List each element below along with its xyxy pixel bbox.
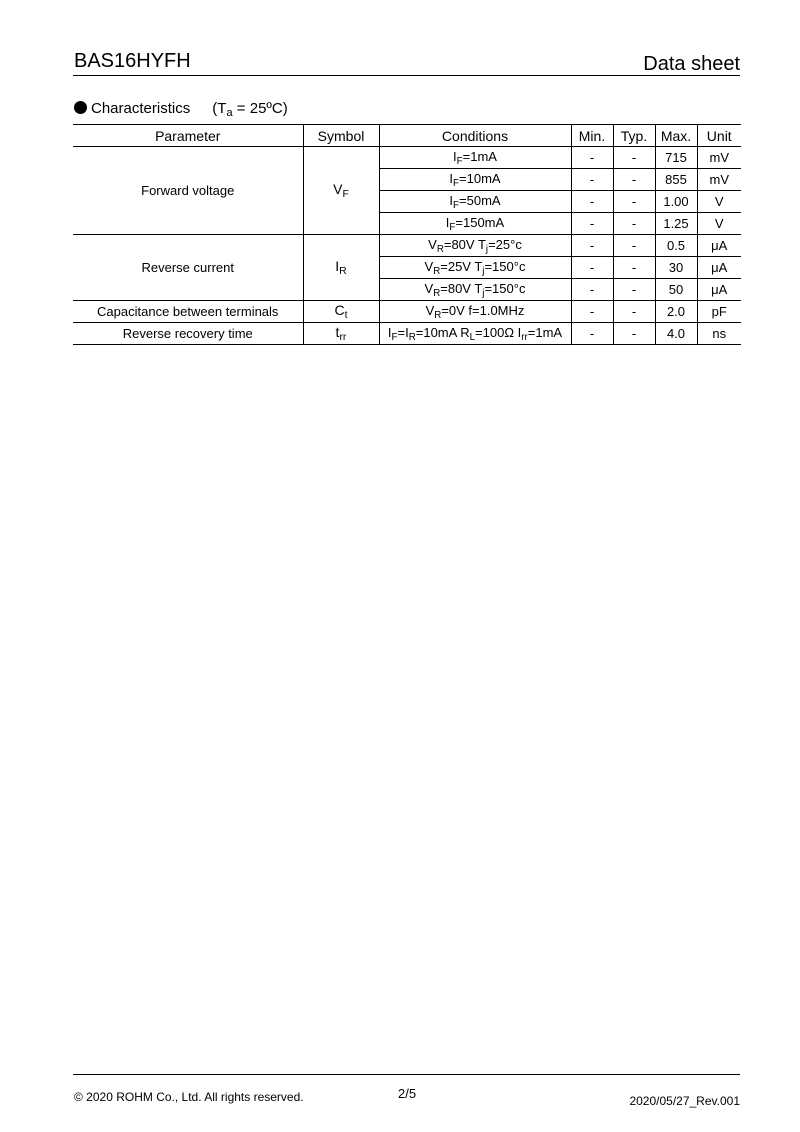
table-row — [73, 147, 741, 169]
condition-cell: $I_F=50mA$ — [379, 191, 571, 213]
table-header-row — [73, 125, 741, 147]
header-typ: Typ. — [613, 125, 655, 147]
min-cell: - — [571, 169, 613, 191]
symbol-ir: $I_R$ — [303, 235, 379, 301]
max-cell: 1.00 — [655, 191, 697, 213]
max-cell: 2.0 — [655, 301, 697, 323]
min-cell: - — [571, 147, 613, 169]
typ-cell: - — [613, 213, 655, 235]
revision-date: 2020/05/27_Rev.001 — [629, 1094, 740, 1108]
table-row — [73, 235, 741, 257]
typ-cell: - — [613, 169, 655, 191]
typ-cell: - — [613, 191, 655, 213]
typ-cell: - — [613, 257, 655, 279]
max-cell: 715 — [655, 147, 697, 169]
param-reverse-recovery-time: Reverse recovery time — [73, 323, 303, 345]
header-unit: Unit — [697, 125, 741, 147]
condition-cell: $V_R=80V$ $T_j=25^\circ c$ — [379, 235, 571, 257]
table-row — [73, 301, 741, 323]
document-type: Data sheet — [643, 53, 740, 75]
condition-cell: $V_R=80V$ $T_j=150^\circ c$ — [379, 279, 571, 301]
param-forward-voltage: Forward voltage — [73, 147, 303, 235]
min-cell: - — [571, 257, 613, 279]
min-cell: - — [571, 191, 613, 213]
max-cell: 50 — [655, 279, 697, 301]
unit-cell: ns — [697, 323, 741, 345]
header-conditions: Conditions — [379, 125, 571, 147]
unit-cell: pF — [697, 301, 741, 323]
part-number: BAS16HYFH — [74, 50, 191, 72]
min-cell: - — [571, 279, 613, 301]
typ-cell: - — [613, 279, 655, 301]
header-min: Min. — [571, 125, 613, 147]
symbol-vf: $V_F$ — [303, 147, 379, 235]
unit-cell: V — [697, 191, 741, 213]
header-divider — [73, 75, 740, 76]
min-cell: - — [571, 323, 613, 345]
typ-cell: - — [613, 323, 655, 345]
characteristics-table — [73, 124, 741, 345]
page-number: 2/5 — [398, 1086, 417, 1101]
max-cell: 30 — [655, 257, 697, 279]
section-title: Characteristics — [91, 100, 191, 117]
bullet-icon — [74, 101, 87, 114]
symbol-trr: $t_{rr}$ — [303, 323, 379, 345]
footer-divider — [73, 1074, 740, 1075]
unit-cell: mV — [697, 147, 741, 169]
condition-cell: $I_F=10mA$ — [379, 169, 571, 191]
condition-cell: $I_F=I_R=10mA$ $R_L=100\Omega$ $I_{rr}=1mA$ — [379, 323, 571, 345]
min-cell: - — [571, 213, 613, 235]
min-cell: - — [571, 235, 613, 257]
section-heading — [74, 100, 288, 119]
unit-cell: mV — [697, 169, 741, 191]
param-reverse-current: Reverse current — [73, 235, 303, 301]
max-cell: 4.0 — [655, 323, 697, 345]
max-cell: 855 — [655, 169, 697, 191]
copyright-notice: © 2020 ROHM Co., Ltd. All rights reserved. — [74, 1090, 304, 1104]
condition-cell: $V_R=25V$ $T_j=150^\circ c$ — [379, 257, 571, 279]
header-parameter: Parameter — [73, 125, 303, 147]
typ-cell: - — [613, 301, 655, 323]
header-symbol: Symbol — [303, 125, 379, 147]
table-row — [73, 323, 741, 345]
unit-cell: μA — [697, 235, 741, 257]
unit-cell: μA — [697, 257, 741, 279]
typ-cell: - — [613, 235, 655, 257]
ambient-temp-condition: ($T_a$ = 25ºC) — [212, 100, 288, 119]
param-capacitance: Capacitance between terminals — [73, 301, 303, 323]
condition-cell: $I_F=150mA$ — [379, 213, 571, 235]
max-cell: 0.5 — [655, 235, 697, 257]
unit-cell: μA — [697, 279, 741, 301]
header-max: Max. — [655, 125, 697, 147]
condition-cell: $V_R=0V$ f=1.0MHz — [379, 301, 571, 323]
min-cell: - — [571, 301, 613, 323]
typ-cell: - — [613, 147, 655, 169]
condition-cell: $I_F=1mA$ — [379, 147, 571, 169]
max-cell: 1.25 — [655, 213, 697, 235]
unit-cell: V — [697, 213, 741, 235]
symbol-ct: $C_t$ — [303, 301, 379, 323]
